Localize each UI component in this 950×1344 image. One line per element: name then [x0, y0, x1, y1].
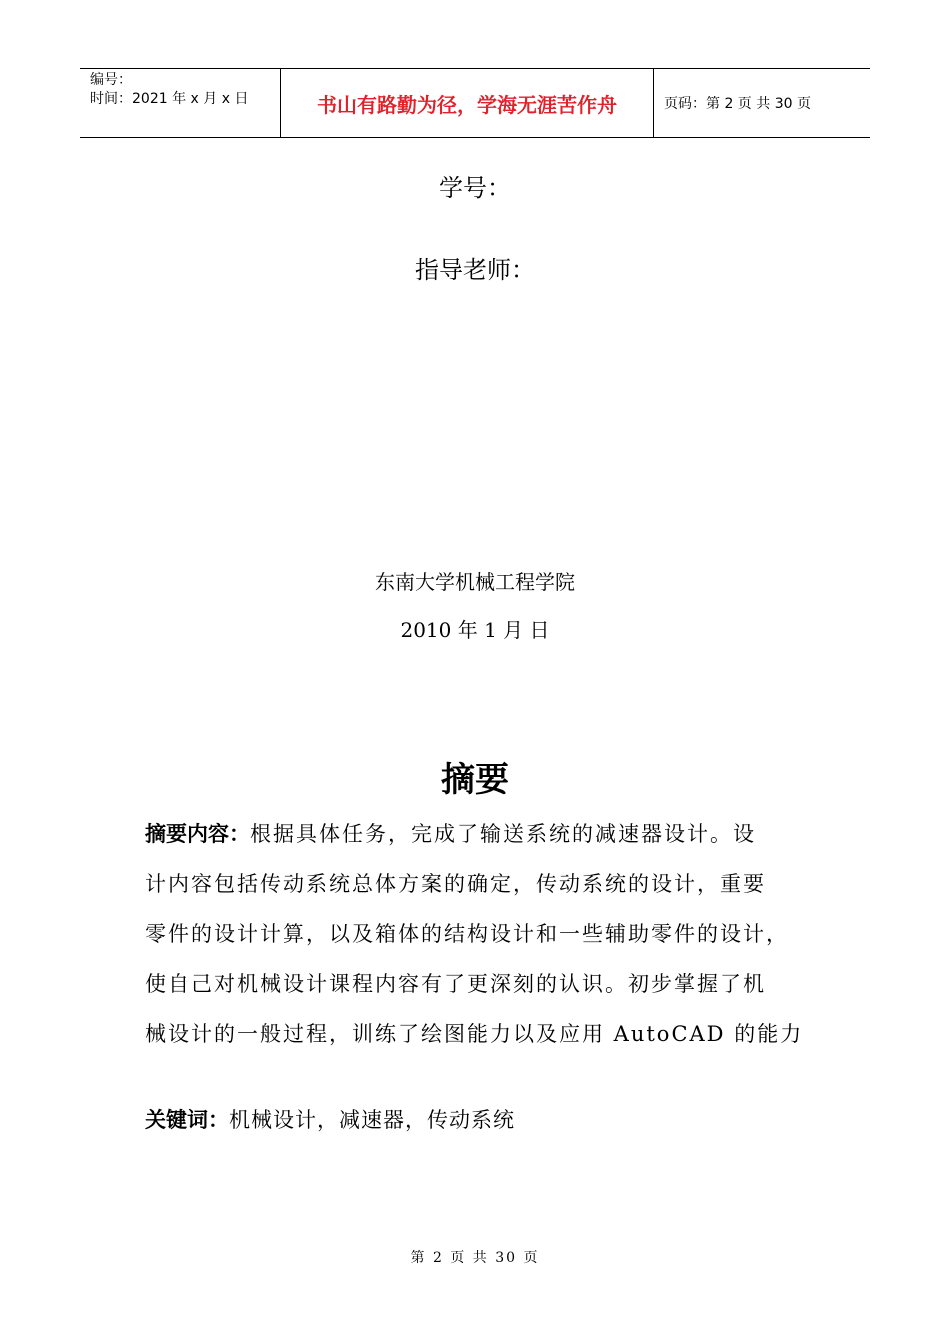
abstract-line: 使自己对机械设计课程内容有了更深刻的认识。初步掌握了机 — [145, 972, 766, 996]
abstract-line: 械设计的一般过程，训练了绘图能力以及应用 AutoCAD 的能力 — [145, 1022, 804, 1046]
document-number-label: 编号： — [90, 72, 132, 88]
abstract-content-label: 摘要内容： — [145, 822, 250, 846]
abstract-title: 摘要 — [441, 760, 509, 800]
header-page-info: 页码：第 2 页 共 30 页 — [664, 96, 811, 112]
header-meta-cell — [80, 69, 281, 137]
abstract-line: 零件的设计计算，以及箱体的结构设计和一些辅助零件的设计， — [145, 922, 789, 946]
student-id-label: 学号： — [439, 174, 511, 202]
document-time-label: 时间：2021 年 x 月 x 日 — [90, 91, 249, 107]
header-table — [80, 68, 870, 138]
cover-date: 2010 年 1 月 日 — [400, 618, 550, 642]
abstract-body — [145, 809, 835, 1059]
advisor-label: 指导老师： — [415, 256, 535, 284]
abstract-line-text: 根据具体任务，完成了输送系统的减速器设计。设 — [250, 822, 756, 846]
header-motto: 书山有路勤为径，学海无涯苦作舟 — [281, 69, 654, 137]
page-footer: 第 2 页 共 30 页 — [410, 1250, 540, 1266]
institution-name: 东南大学机械工程学院 — [375, 570, 575, 594]
abstract-line — [145, 809, 835, 859]
keywords-line — [145, 1104, 515, 1134]
keywords-label: 关键词： — [145, 1108, 229, 1132]
keywords-text: 机械设计，减速器，传动系统 — [229, 1108, 515, 1132]
abstract-line: 计内容包括传动系统总体方案的确定，传动系统的设计，重要 — [145, 872, 766, 896]
